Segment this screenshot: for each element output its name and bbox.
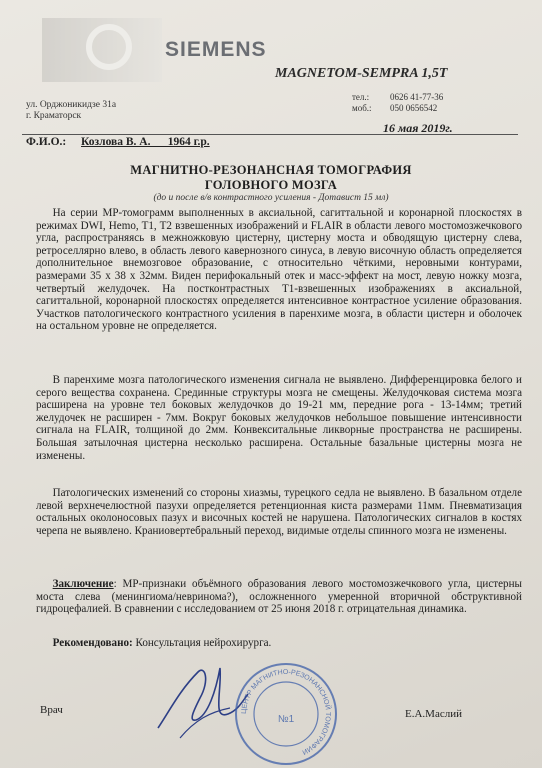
stamp-ring-text: ЦЕНТР МАГНИТНО-РЕЗОНАНСНОЙ ТОМОГРАФИИ bbox=[240, 668, 332, 756]
recommendation-label: Рекомендовано: bbox=[52, 637, 133, 649]
report-date: 16 мая 2019г. bbox=[383, 121, 453, 135]
conclusion bbox=[36, 578, 522, 616]
header-divider bbox=[22, 134, 518, 135]
contact-phones bbox=[352, 92, 444, 114]
report-title-line-2: ГОЛОВНОГО МОЗГА bbox=[204, 178, 338, 192]
doctor-name: Е.А.Маслий bbox=[405, 708, 462, 720]
patient-name: Козлова В. А. 1964 г.р. bbox=[81, 136, 210, 148]
mob-value: 050 0656542 bbox=[390, 103, 438, 113]
address-line-1: ул. Орджоникидзе 31а bbox=[26, 100, 117, 110]
scanner-model: MAGNETOM-SEMPRA 1,5T bbox=[275, 66, 448, 81]
tel-value: 0626 41-77-36 bbox=[390, 92, 444, 102]
recommendation-text: Консультация нейрохирурга. bbox=[132, 637, 272, 649]
conclusion-text: : МР-признаки объёмного образования левого мостомозжечкового угла, цистерны моста слева (менингиома/невринома?), осложненного умеренной вторичной обструктивной гидроцефалией. В сравнении с исследованием от 25 июня 2018 г. отрицательная динамика. bbox=[36, 578, 522, 616]
report-subtitle: (до и после в/в контрастного усиления - Дотавист 15 мл) bbox=[153, 193, 389, 203]
findings-paragraph-3: Патологических изменений со стороны хиазмы, турецкого седла не выявлено. В базальном отделе левой верхнечелюстной пазухи определяется ретенционная киста размерами 11мм. Пневматизация остальных околоносовых пазух и височных костей не нарушена. Патологических сигналов в костях черепа не выявлено. Краниовертебральный переход, видимые отделы спинного мозга не изменены. bbox=[36, 487, 522, 537]
mri-machine-logo-image bbox=[42, 18, 162, 82]
stamp-number: №1 bbox=[277, 714, 295, 725]
findings-paragraph-1: На серии МР-томограмм выполненных в аксиальной, сагиттальной и коронарной плоскостях в режимах DWI, Hemo, T1, T2 взвешенных изображений и FLAIR в области левого мостомозжечкового угла, распространяясь в межножковую цистерну, цистерну моста и обводящую цистерну слева, ретроселлярно влево, в область левого кавернозного синуса, в левую височную область определяется дополнительное внемозговое образование, с относительно чёткими, неровными контурами, размерами 35 х 38 х 32мм. Виден перифокальный отек и масс-эффект на мост, левую ножку мозга, четвертый желудочек. На постконтрастных T1-взвешенных изображениях в аксиальной, сагиттальной, коронарной плоскостях определяется интенсивное контрастное усиление образования. Участков патологического контрастного усиления в паренхиме мозга, в области цистерн и оболочек на остальном уровне не определяется. bbox=[36, 207, 522, 333]
report-title-line-1: МАГНИТНО-РЕЗОНАНСНАЯ ТОМОГРАФИЯ bbox=[130, 163, 412, 177]
conclusion-label: Заключение bbox=[52, 578, 114, 590]
findings-paragraph-2: В паренхиме мозга патологического изменения сигнала не выявлено. Дифференцировка белого и серого вещества сохранена. Срединные структуры мозга не смещены. Желудочковая система мозга расширена на уровне тел боковых желудочков до 19-21 мм, передние рога - 13-14мм; третий желудочек не расширен - 7мм. Вокруг боковых желудочков небольшое повышение интенсивности сигнала на FLAIR, толщиной до 2мм. Конвекситальные ликворные пространства не расширены. Большая затылочная цистерна несколько расширена. Остальные базальные цистерны мозга не изменены. bbox=[36, 374, 522, 462]
patient-row bbox=[26, 136, 210, 148]
clinic-address bbox=[26, 100, 116, 122]
clinic-stamp bbox=[232, 660, 340, 768]
address-line-2: г. Краматорск bbox=[26, 111, 82, 121]
mob-label: моб.: bbox=[352, 103, 372, 113]
tel-label: тел.: bbox=[352, 92, 370, 102]
recommendation bbox=[36, 637, 271, 649]
brand-name: SIEMENS bbox=[165, 38, 267, 61]
patient-label: Ф.И.О.: bbox=[26, 136, 67, 148]
doctor-label: Врач bbox=[40, 704, 63, 716]
